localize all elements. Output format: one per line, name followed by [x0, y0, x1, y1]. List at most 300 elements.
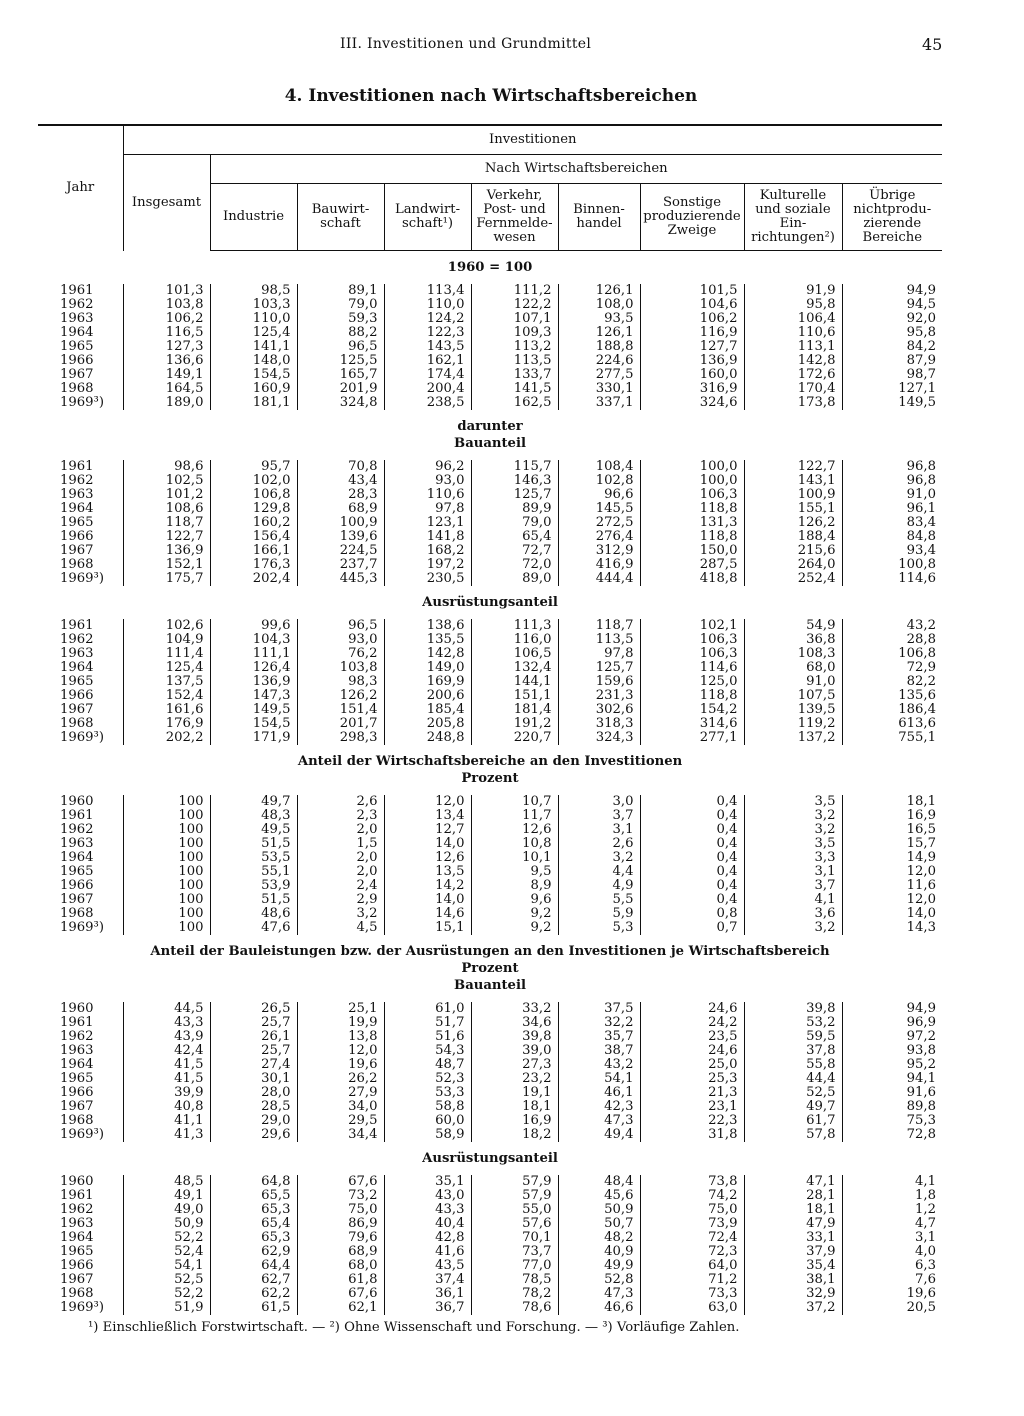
value-cell: 49,9	[558, 1259, 640, 1273]
value-cell: 113,1	[744, 340, 842, 354]
value-cell: 230,5	[384, 572, 471, 586]
value-cell: 95,7	[210, 460, 297, 474]
table-row	[38, 340, 942, 354]
table-row	[38, 530, 942, 544]
value-cell: 181,1	[210, 396, 297, 410]
section-heading	[38, 960, 942, 977]
value-cell: 52,2	[123, 1231, 210, 1245]
table-row	[38, 544, 942, 558]
value-cell: 28,8	[842, 633, 942, 647]
value-cell: 102,0	[210, 474, 297, 488]
table-row	[38, 1217, 942, 1231]
value-cell: 186,4	[842, 703, 942, 717]
value-cell: 272,5	[558, 516, 640, 530]
header-sonstige: Sonstige produzierende Zweige	[640, 184, 744, 251]
chapter-title: III. Investitionen und Grundmittel	[340, 36, 592, 52]
value-cell: 94,9	[842, 284, 942, 298]
year-cell: 1964	[60, 1057, 94, 1072]
value-cell: 103,8	[123, 298, 210, 312]
table-row	[38, 1273, 942, 1287]
value-cell: 445,3	[297, 572, 384, 586]
header-investitionen: Investitionen	[123, 125, 942, 155]
value-cell: 174,4	[384, 368, 471, 382]
value-cell: 109,3	[471, 326, 558, 340]
table-row	[38, 1175, 942, 1189]
value-cell: 108,4	[558, 460, 640, 474]
value-cell: 100	[123, 893, 210, 907]
value-cell: 43,3	[384, 1203, 471, 1217]
year-cell: 1968	[60, 906, 94, 921]
value-cell: 298,3	[297, 731, 384, 745]
table-row	[38, 1100, 942, 1114]
value-cell: 205,8	[384, 717, 471, 731]
value-cell: 39,9	[123, 1086, 210, 1100]
value-cell: 3,2	[744, 921, 842, 935]
table-row	[38, 1002, 942, 1016]
year-cell: 1963	[60, 487, 94, 502]
value-cell: 31,8	[640, 1128, 744, 1142]
value-cell: 14,0	[384, 837, 471, 851]
year-cell: 1961	[60, 1015, 94, 1030]
table-row	[38, 326, 942, 340]
year-cell: 1968	[60, 381, 94, 396]
value-cell: 65,3	[210, 1231, 297, 1245]
value-cell: 154,5	[210, 717, 297, 731]
value-cell: 13,8	[297, 1030, 384, 1044]
value-cell: 3,5	[744, 795, 842, 809]
section-heading-text: Bauanteil	[454, 977, 526, 993]
year-cell: 1962	[60, 473, 94, 488]
value-cell: 106,3	[640, 647, 744, 661]
value-cell: 9,2	[471, 921, 558, 935]
table-row	[38, 1189, 942, 1203]
value-cell: 12,0	[842, 893, 942, 907]
value-cell: 101,5	[640, 284, 744, 298]
value-cell: 110,0	[384, 298, 471, 312]
value-cell: 106,3	[640, 488, 744, 502]
table-row	[38, 354, 942, 368]
table-row	[38, 312, 942, 326]
value-cell: 65,4	[471, 530, 558, 544]
year-cell: 1960	[60, 794, 94, 809]
value-cell: 51,5	[210, 837, 297, 851]
value-cell: 41,1	[123, 1114, 210, 1128]
year-cell: 1965	[60, 1071, 94, 1086]
value-cell: 67,6	[297, 1175, 384, 1189]
value-cell: 18,1	[842, 795, 942, 809]
value-cell: 4,7	[842, 1217, 942, 1231]
section-heading-text: Anteil der Bauleistungen bzw. der Ausrüstungen an den Investitionen je Wirtschaftsbereich	[150, 943, 830, 959]
value-cell: 318,3	[558, 717, 640, 731]
year-cell: 1967	[60, 543, 94, 558]
table-row	[38, 809, 942, 823]
value-cell: 277,1	[640, 731, 744, 745]
value-cell: 57,9	[471, 1175, 558, 1189]
value-cell: 51,6	[384, 1030, 471, 1044]
value-cell: 42,3	[558, 1100, 640, 1114]
table-row	[38, 619, 942, 633]
year-cell: 1961	[60, 459, 94, 474]
value-cell: 70,1	[471, 1231, 558, 1245]
value-cell: 324,6	[640, 396, 744, 410]
value-cell: 202,4	[210, 572, 297, 586]
footnote: ¹) Einschließlich Forstwirtschaft. — ²) Ohne Wissenschaft und Forschung. — ³) Vorläufige Zahlen.	[88, 1320, 740, 1335]
value-cell: 37,2	[744, 1301, 842, 1315]
value-cell: 132,4	[471, 661, 558, 675]
value-cell: 124,2	[384, 312, 471, 326]
value-cell: 191,2	[471, 717, 558, 731]
value-cell: 122,2	[471, 298, 558, 312]
value-cell: 100	[123, 809, 210, 823]
value-cell: 10,8	[471, 837, 558, 851]
value-cell: 170,4	[744, 382, 842, 396]
year-cell: 1968	[60, 557, 94, 572]
year-cell: 1961	[60, 1188, 94, 1203]
value-cell: 116,0	[471, 633, 558, 647]
value-cell: 28,3	[297, 488, 384, 502]
value-cell: 73,2	[297, 1189, 384, 1203]
value-cell: 52,8	[558, 1273, 640, 1287]
value-cell: 122,7	[744, 460, 842, 474]
value-cell: 49,0	[123, 1203, 210, 1217]
year-cell: 1965	[60, 515, 94, 530]
value-cell: 122,7	[123, 530, 210, 544]
value-cell: 0,4	[640, 837, 744, 851]
value-cell: 96,6	[558, 488, 640, 502]
page-number: 45	[922, 35, 943, 54]
value-cell: 73,7	[471, 1245, 558, 1259]
value-cell: 4,1	[744, 893, 842, 907]
value-cell: 68,0	[744, 661, 842, 675]
value-cell: 113,5	[558, 633, 640, 647]
value-cell: 14,0	[842, 907, 942, 921]
value-cell: 154,5	[210, 368, 297, 382]
year-cell: 1960	[60, 1001, 94, 1016]
table-row	[38, 1287, 942, 1301]
value-cell: 125,0	[640, 675, 744, 689]
value-cell: 114,6	[640, 661, 744, 675]
section-heading	[38, 943, 942, 960]
value-cell: 151,4	[297, 703, 384, 717]
value-cell: 160,0	[640, 368, 744, 382]
section-heading	[38, 418, 942, 435]
value-cell: 48,5	[123, 1175, 210, 1189]
value-cell: 277,5	[558, 368, 640, 382]
value-cell: 224,6	[558, 354, 640, 368]
value-cell: 141,1	[210, 340, 297, 354]
table-row	[38, 1245, 942, 1259]
value-cell: 108,3	[744, 647, 842, 661]
value-cell: 3,1	[842, 1231, 942, 1245]
value-cell: 2,0	[297, 823, 384, 837]
section-heading	[38, 594, 942, 611]
value-cell: 48,6	[210, 907, 297, 921]
value-cell: 176,3	[210, 558, 297, 572]
value-cell: 29,0	[210, 1114, 297, 1128]
value-cell: 100,8	[842, 558, 942, 572]
value-cell: 54,1	[558, 1072, 640, 1086]
value-cell: 136,9	[210, 675, 297, 689]
value-cell: 138,6	[384, 619, 471, 633]
value-cell: 159,6	[558, 675, 640, 689]
value-cell: 111,4	[123, 647, 210, 661]
table-row	[38, 647, 942, 661]
table-row	[38, 921, 942, 935]
value-cell: 72,9	[842, 661, 942, 675]
value-cell: 55,0	[471, 1203, 558, 1217]
value-cell: 111,1	[210, 647, 297, 661]
table-row	[38, 1058, 942, 1072]
value-cell: 52,3	[384, 1072, 471, 1086]
year-cell: 1962	[60, 822, 94, 837]
value-cell: 53,9	[210, 879, 297, 893]
value-cell: 64,8	[210, 1175, 297, 1189]
value-cell: 22,3	[640, 1114, 744, 1128]
value-cell: 34,0	[297, 1100, 384, 1114]
table-row	[38, 572, 942, 586]
value-cell: 14,3	[842, 921, 942, 935]
value-cell: 248,8	[384, 731, 471, 745]
value-cell: 100	[123, 795, 210, 809]
value-cell: 151,1	[471, 689, 558, 703]
value-cell: 79,0	[471, 516, 558, 530]
value-cell: 106,8	[842, 647, 942, 661]
section-heading-text: Anteil der Wirtschaftsbereiche an den Investitionen	[297, 753, 683, 769]
table-row	[38, 675, 942, 689]
table-row	[38, 558, 942, 572]
value-cell: 202,2	[123, 731, 210, 745]
value-cell: 37,4	[384, 1273, 471, 1287]
year-cell: 1962	[60, 632, 94, 647]
value-cell: 1,8	[842, 1189, 942, 1203]
year-cell: 1969³)	[60, 920, 104, 935]
value-cell: 1,2	[842, 1203, 942, 1217]
value-cell: 71,2	[640, 1273, 744, 1287]
value-cell: 51,5	[210, 893, 297, 907]
year-cell: 1966	[60, 353, 94, 368]
value-cell: 118,7	[123, 516, 210, 530]
value-cell: 96,1	[842, 502, 942, 516]
value-cell: 62,1	[297, 1301, 384, 1315]
value-cell: 143,1	[744, 474, 842, 488]
value-cell: 337,1	[558, 396, 640, 410]
value-cell: 127,3	[123, 340, 210, 354]
value-cell: 0,4	[640, 823, 744, 837]
value-cell: 62,9	[210, 1245, 297, 1259]
value-cell: 200,4	[384, 382, 471, 396]
value-cell: 4,5	[297, 921, 384, 935]
value-cell: 98,3	[297, 675, 384, 689]
table-row	[38, 837, 942, 851]
year-cell: 1969³)	[60, 1127, 104, 1142]
value-cell: 162,5	[471, 396, 558, 410]
value-cell: 35,4	[744, 1259, 842, 1273]
header-verkehr: Verkehr, Post- und Fernmelde- wesen	[471, 184, 558, 251]
table-row	[38, 851, 942, 865]
value-cell: 65,3	[210, 1203, 297, 1217]
value-cell: 139,5	[744, 703, 842, 717]
value-cell: 107,5	[744, 689, 842, 703]
value-cell: 27,4	[210, 1058, 297, 1072]
value-cell: 43,3	[123, 1016, 210, 1030]
table-row	[38, 1044, 942, 1058]
value-cell: 148,0	[210, 354, 297, 368]
value-cell: 93,0	[297, 633, 384, 647]
value-cell: 34,4	[297, 1128, 384, 1142]
investment-table	[38, 124, 942, 1315]
value-cell: 7,6	[842, 1273, 942, 1287]
value-cell: 126,1	[558, 326, 640, 340]
year-cell: 1965	[60, 1244, 94, 1259]
section-heading-text: 1960 = 100	[447, 259, 533, 275]
value-cell: 150,0	[640, 544, 744, 558]
year-cell: 1969³)	[60, 1300, 104, 1315]
value-cell: 65,4	[210, 1217, 297, 1231]
value-cell: 4,1	[842, 1175, 942, 1189]
value-cell: 42,4	[123, 1044, 210, 1058]
value-cell: 324,8	[297, 396, 384, 410]
value-cell: 82,2	[842, 675, 942, 689]
value-cell: 70,8	[297, 460, 384, 474]
year-cell: 1963	[60, 836, 94, 851]
section-heading	[38, 977, 942, 994]
section-heading	[38, 1150, 942, 1167]
value-cell: 64,4	[210, 1259, 297, 1273]
year-cell: 1966	[60, 1085, 94, 1100]
table-row	[38, 703, 942, 717]
value-cell: 86,9	[297, 1217, 384, 1231]
value-cell: 14,0	[384, 893, 471, 907]
value-cell: 53,3	[384, 1086, 471, 1100]
running-head	[0, 36, 1024, 56]
value-cell: 3,6	[744, 907, 842, 921]
value-cell: 76,2	[297, 647, 384, 661]
value-cell: 2,9	[297, 893, 384, 907]
value-cell: 15,7	[842, 837, 942, 851]
value-cell: 45,6	[558, 1189, 640, 1203]
value-cell: 36,1	[384, 1287, 471, 1301]
value-cell: 9,6	[471, 893, 558, 907]
value-cell: 96,9	[842, 1016, 942, 1030]
value-cell: 59,3	[297, 312, 384, 326]
year-cell: 1963	[60, 1216, 94, 1231]
value-cell: 126,2	[744, 516, 842, 530]
year-cell: 1968	[60, 1286, 94, 1301]
value-cell: 108,0	[558, 298, 640, 312]
value-cell: 6,3	[842, 1259, 942, 1273]
table-row	[38, 865, 942, 879]
value-cell: 201,9	[297, 382, 384, 396]
value-cell: 106,4	[744, 312, 842, 326]
value-cell: 3,2	[744, 809, 842, 823]
value-cell: 10,7	[471, 795, 558, 809]
value-cell: 136,6	[123, 354, 210, 368]
value-cell: 88,2	[297, 326, 384, 340]
value-cell: 137,5	[123, 675, 210, 689]
value-cell: 33,1	[744, 1231, 842, 1245]
value-cell: 93,5	[558, 312, 640, 326]
value-cell: 91,6	[842, 1086, 942, 1100]
value-cell: 119,2	[744, 717, 842, 731]
value-cell: 106,2	[123, 312, 210, 326]
value-cell: 50,9	[123, 1217, 210, 1231]
value-cell: 68,0	[297, 1259, 384, 1273]
value-cell: 95,2	[842, 1058, 942, 1072]
value-cell: 92,0	[842, 312, 942, 326]
value-cell: 149,5	[842, 396, 942, 410]
value-cell: 24,6	[640, 1044, 744, 1058]
value-cell: 47,3	[558, 1287, 640, 1301]
value-cell: 149,0	[384, 661, 471, 675]
value-cell: 37,9	[744, 1245, 842, 1259]
value-cell: 96,5	[297, 340, 384, 354]
value-cell: 83,4	[842, 516, 942, 530]
value-cell: 3,7	[744, 879, 842, 893]
table-row	[38, 396, 942, 410]
table-row	[38, 661, 942, 675]
value-cell: 52,4	[123, 1245, 210, 1259]
value-cell: 26,1	[210, 1030, 297, 1044]
value-cell: 29,5	[297, 1114, 384, 1128]
value-cell: 0,4	[640, 851, 744, 865]
year-cell: 1966	[60, 1258, 94, 1273]
value-cell: 135,6	[842, 689, 942, 703]
value-cell: 32,2	[558, 1016, 640, 1030]
value-cell: 97,8	[558, 647, 640, 661]
value-cell: 96,8	[842, 474, 942, 488]
value-cell: 53,2	[744, 1016, 842, 1030]
value-cell: 94,1	[842, 1072, 942, 1086]
value-cell: 168,2	[384, 544, 471, 558]
value-cell: 64,0	[640, 1259, 744, 1273]
value-cell: 181,4	[471, 703, 558, 717]
value-cell: 1,5	[297, 837, 384, 851]
value-cell: 3,3	[744, 851, 842, 865]
value-cell: 188,8	[558, 340, 640, 354]
value-cell: 102,6	[123, 619, 210, 633]
value-cell: 144,1	[471, 675, 558, 689]
value-cell: 3,5	[744, 837, 842, 851]
value-cell: 72,0	[471, 558, 558, 572]
value-cell: 41,6	[384, 1245, 471, 1259]
value-cell: 114,6	[842, 572, 942, 586]
value-cell: 46,1	[558, 1086, 640, 1100]
value-cell: 63,0	[640, 1301, 744, 1315]
value-cell: 2,6	[558, 837, 640, 851]
year-cell: 1963	[60, 311, 94, 326]
value-cell: 154,2	[640, 703, 744, 717]
value-cell: 36,8	[744, 633, 842, 647]
value-cell: 21,3	[640, 1086, 744, 1100]
table-body	[38, 251, 942, 1316]
value-cell: 84,2	[842, 340, 942, 354]
value-cell: 116,5	[123, 326, 210, 340]
value-cell: 52,5	[123, 1273, 210, 1287]
table-header	[38, 125, 942, 251]
value-cell: 43,0	[384, 1189, 471, 1203]
value-cell: 2,6	[297, 795, 384, 809]
value-cell: 62,7	[210, 1273, 297, 1287]
value-cell: 5,5	[558, 893, 640, 907]
value-cell: 129,8	[210, 502, 297, 516]
value-cell: 91,0	[842, 488, 942, 502]
value-cell: 126,1	[558, 284, 640, 298]
year-cell: 1969³)	[60, 571, 104, 586]
value-cell: 78,6	[471, 1301, 558, 1315]
year-cell: 1964	[60, 501, 94, 516]
value-cell: 418,8	[640, 572, 744, 586]
value-cell: 104,9	[123, 633, 210, 647]
